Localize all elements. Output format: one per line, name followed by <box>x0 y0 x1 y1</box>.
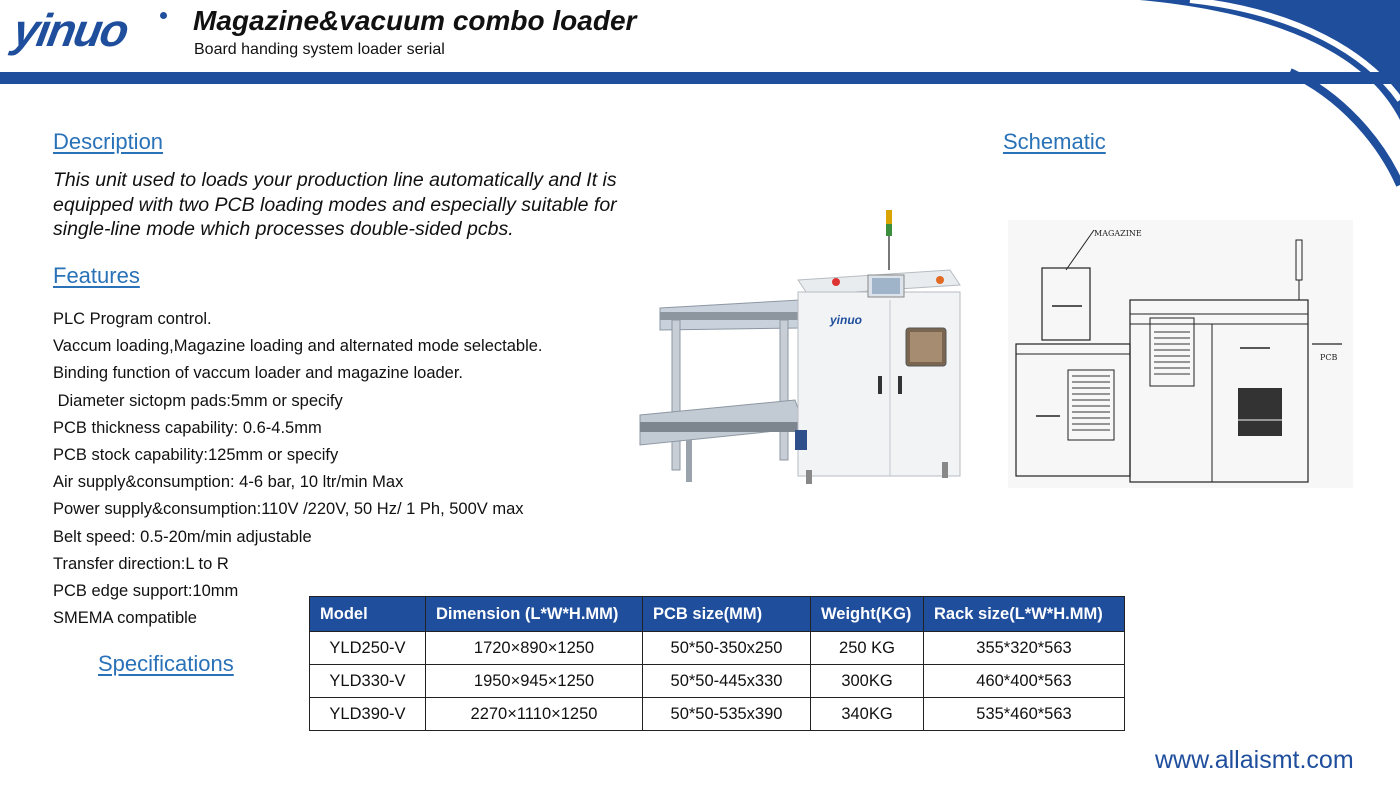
cell-pcb-size: 50*50-535x390 <box>643 698 811 731</box>
description-text: This unit used to loads your production line automatically and It is equipped with two PCB loading modes and especially suitable for single-line mode which processes double-sided pcbs. <box>53 169 617 240</box>
column-header-pcb-size: PCB size(MM) <box>643 597 811 632</box>
column-header-model: Model <box>310 597 426 632</box>
website-link[interactable]: www.allaismt.com <box>1155 746 1354 774</box>
table-header-row <box>310 597 1125 632</box>
column-header-weight: Weight(KG) <box>811 597 924 632</box>
feature-item: SMEMA compatible <box>53 609 197 628</box>
feature-item: Vaccum loading,Magazine loading and alternated mode selectable. <box>53 337 543 356</box>
feature-item: Belt speed: 0.5-20m/min adjustable <box>53 527 312 546</box>
cell-weight: 340KG <box>811 698 924 731</box>
brand-logo: yinuo <box>14 6 164 54</box>
feature-item: Binding function of vaccum loader and magazine loader. <box>53 364 464 383</box>
cell-rack-size: 460*400*563 <box>924 665 1125 698</box>
machine-photo <box>630 200 970 495</box>
feature-item: Air supply&consumption: 4-6 bar, 10 ltr/min Max <box>53 473 404 492</box>
feature-item: PCB edge support:10mm <box>53 581 239 600</box>
schematic-heading: Schematic <box>1003 129 1106 154</box>
column-header-rack-size: Rack size(L*W*H.MM) <box>924 597 1125 632</box>
cell-rack-size: 355*320*563 <box>924 632 1125 665</box>
cell-dimension: 1720×890×1250 <box>426 632 643 665</box>
page-title: Magazine&vacuum combo loader <box>193 5 637 36</box>
feature-item: Transfer direction:L to R <box>53 554 229 573</box>
header-band <box>0 72 1400 84</box>
cell-pcb-size: 50*50-350x250 <box>643 632 811 665</box>
schematic-drawing <box>1008 220 1353 488</box>
feature-item: PCB stock capability:125mm or specify <box>53 445 339 464</box>
cell-model: YLD390-V <box>310 698 426 731</box>
cell-weight: 300KG <box>811 665 924 698</box>
page-header <box>0 0 1400 90</box>
schematic-magazine-label: MAGAZINE <box>1094 229 1142 238</box>
table-row <box>310 698 1125 731</box>
features-list <box>53 306 543 632</box>
cell-pcb-size: 50*50-445x330 <box>643 665 811 698</box>
cell-model: YLD330-V <box>310 665 426 698</box>
table-row <box>310 665 1125 698</box>
column-header-dimension: Dimension (L*W*H.MM) <box>426 597 643 632</box>
features-heading: Features <box>53 263 140 288</box>
cell-weight: 250 KG <box>811 632 924 665</box>
feature-item: PCB thickness capability: 0.6-4.5mm <box>53 418 322 437</box>
feature-item: Diameter sictopm pads:5mm or specify <box>53 391 343 410</box>
feature-item: Power supply&consumption:110V /220V, 50 Hz/ 1 Ph, 500V max <box>53 500 524 519</box>
specifications-heading: Specifications <box>98 651 234 676</box>
cell-rack-size: 535*460*563 <box>924 698 1125 731</box>
schematic-pcb-label: PCB <box>1320 353 1338 362</box>
cell-dimension: 2270×1110×1250 <box>426 698 643 731</box>
cell-dimension: 1950×945×1250 <box>426 665 643 698</box>
feature-item: PLC Program control. <box>53 310 212 328</box>
specifications-table <box>309 596 1125 731</box>
machine-logo-text: yinuo <box>830 313 862 327</box>
description-heading: Description <box>53 129 164 154</box>
table-row <box>310 632 1125 665</box>
cell-model: YLD250-V <box>310 632 426 665</box>
page-subtitle: Board handing system loader serial <box>194 41 445 58</box>
